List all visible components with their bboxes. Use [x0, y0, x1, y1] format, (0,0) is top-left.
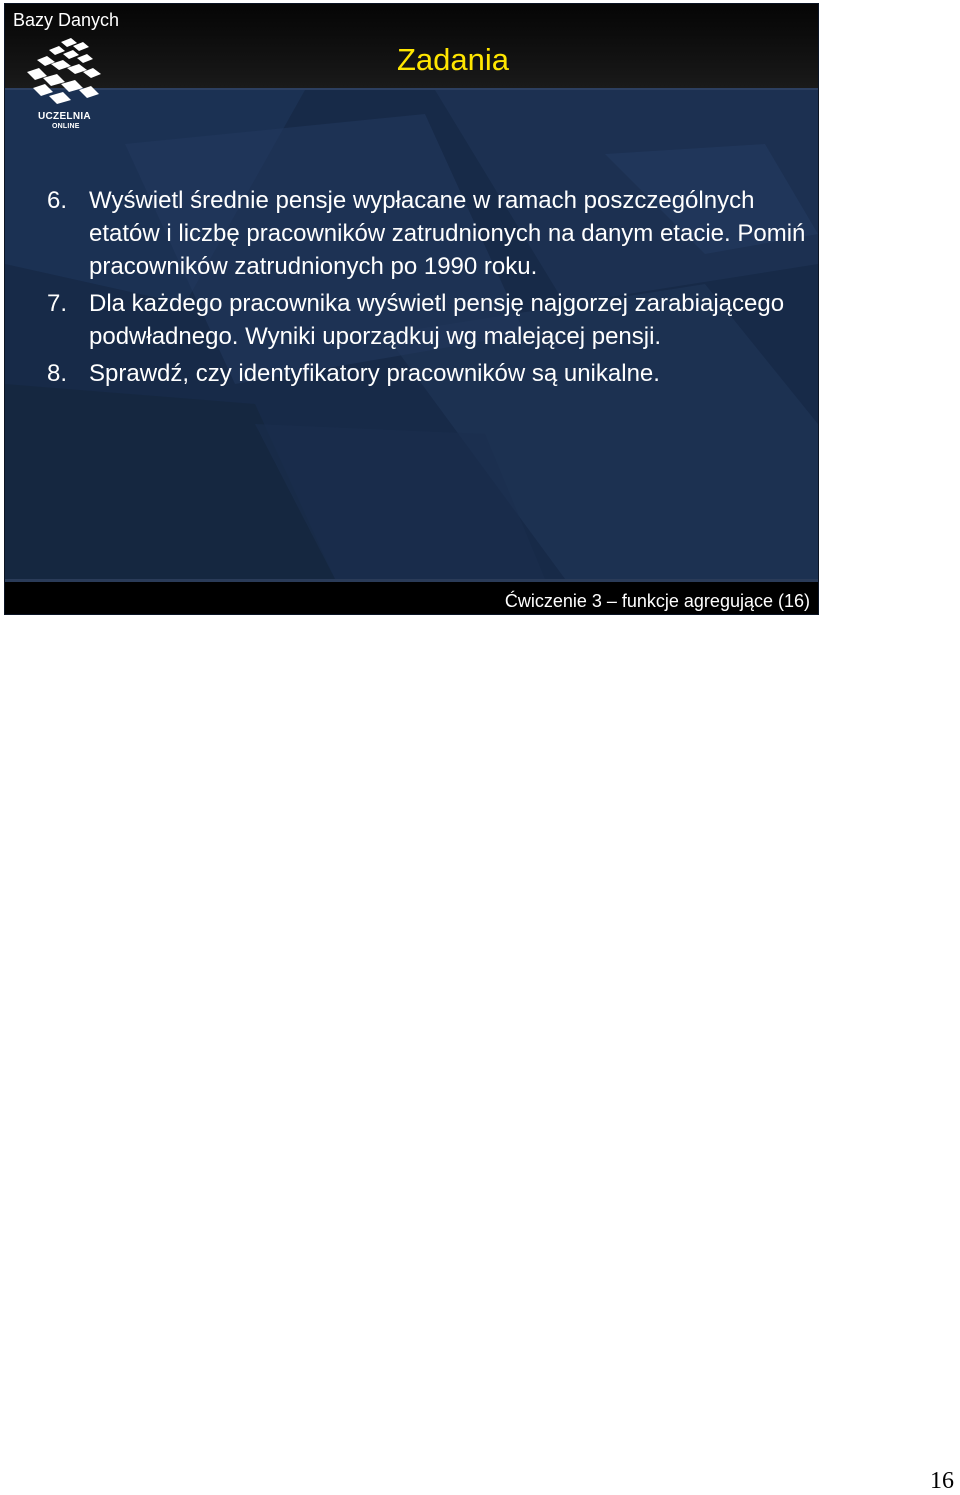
task-item-7 [45, 287, 815, 353]
task-list [45, 184, 815, 394]
logo-text-uczelnia: UCZELNIA [38, 111, 91, 122]
task-number: 7. [47, 290, 68, 317]
task-text: Dla każdego pracownika wyświetl pensję najgorzej zarabiającego podwładnego. Wyniki uporządkuj wg malejącej pensji. [89, 290, 785, 350]
task-number: 8. [47, 360, 68, 387]
task-item-8 [45, 357, 815, 390]
slide-title: Zadania [397, 42, 510, 77]
task-text: Sprawdź, czy identyfikatory pracowników są unikalne. [89, 360, 660, 387]
task-text: Wyświetl średnie pensje wypłacane w ramach poszczególnych etatów i liczbę pracowników zatrudnionych na danym etacie. Pomiń pracowników zatrudnionych po 1990 roku. [89, 187, 806, 280]
page-number: 16 [930, 1468, 954, 1494]
course-title: Bazy Danych [13, 10, 120, 30]
footer-divider [5, 579, 818, 582]
task-item-6 [45, 184, 815, 283]
task-number: 6. [47, 187, 68, 214]
slide-footer: Ćwiczenie 3 – funkcje agregujące (16) [504, 591, 810, 611]
slide [4, 3, 819, 615]
header-divider [5, 88, 818, 90]
logo-text-online: ONLINE [52, 123, 80, 130]
